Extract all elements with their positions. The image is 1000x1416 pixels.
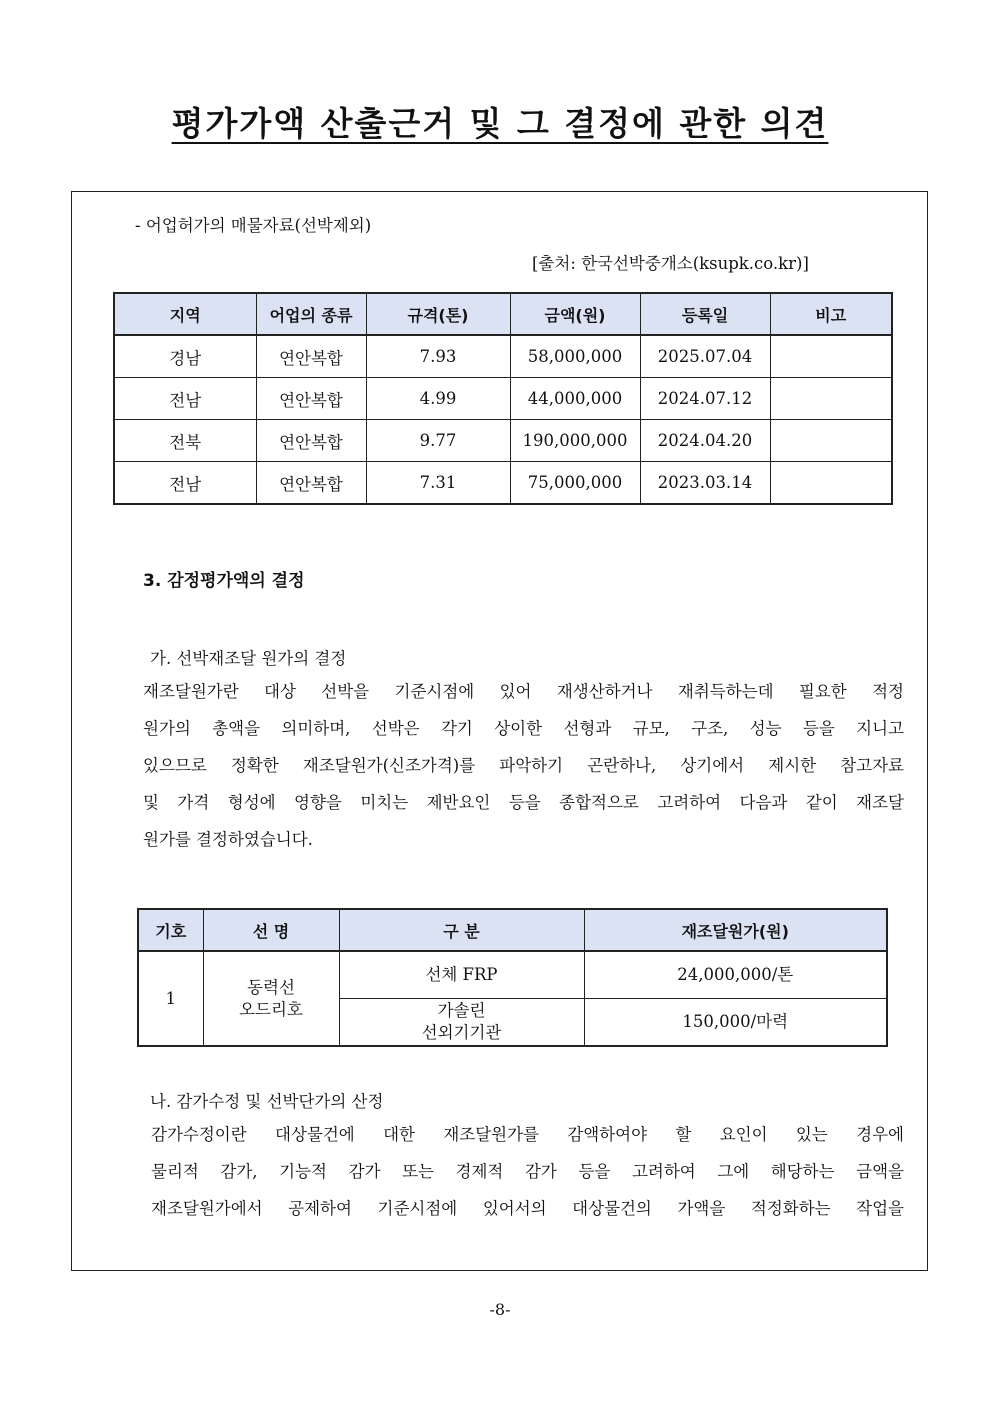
cell-tonnage: 7.31 (366, 462, 510, 505)
header-price: 금액(원) (510, 293, 640, 335)
cell-registered-date: 2025.07.04 (640, 335, 770, 378)
cell-fishery-type: 연안복합 (256, 462, 366, 505)
ship-name-line: 오드리호 (239, 999, 303, 1019)
page-title: 평가가액 산출근거 및 그 결정에 관한 의견 (171, 104, 829, 143)
header-replacement-cost: 재조달원가(원) (584, 909, 887, 951)
cell-registered-date: 2024.07.12 (640, 378, 770, 420)
cell-remarks (770, 462, 892, 505)
header-tonnage: 규격(톤) (366, 293, 510, 335)
table-header-row (114, 293, 892, 335)
ship-name-line: 동력선 (247, 977, 295, 997)
table-row (114, 462, 892, 505)
header-ship-name: 선 명 (203, 909, 339, 951)
cell-symbol: 1 (138, 951, 203, 1046)
cell-price: 44,000,000 (510, 378, 640, 420)
cell-region: 전북 (114, 420, 256, 462)
category-line: 선외기기관 (421, 1023, 502, 1042)
table-row (138, 951, 887, 999)
subsection-heading: 나. 감가수정 및 선박단가의 산정 (150, 1092, 384, 1111)
table-row (114, 378, 892, 420)
header-category: 구 분 (339, 909, 584, 951)
paragraph-line: 원가를 결정하였습니다. (143, 830, 313, 849)
cell-ship-name (203, 951, 339, 1046)
cell-tonnage: 7.93 (366, 335, 510, 378)
header-remarks: 비고 (770, 293, 892, 335)
cell-registered-date: 2023.03.14 (640, 462, 770, 505)
cell-registered-date: 2024.04.20 (640, 420, 770, 462)
cell-price: 75,000,000 (510, 462, 640, 505)
paragraph-line: 재조달원가에서 공제하여 기준시점에 있어서의 대상물건의 가액을 적정화하는 작업을 (151, 1199, 904, 1218)
header-region: 지역 (114, 293, 256, 335)
cell-remarks (770, 335, 892, 378)
paragraph-line: 재조달원가란 대상 선박을 기준시점에 있어 재생산하거나 재취득하는데 필요한 적정 (143, 682, 904, 701)
paragraph-line: 원가의 총액을 의미하며, 선박은 각기 상이한 선형과 규모, 구조, 성능 등을 지니고 (143, 719, 904, 738)
source-citation: [출처: 한국선박중개소(ksupk.co.kr)] (532, 254, 809, 273)
cell-tonnage: 9.77 (366, 420, 510, 462)
cell-cost: 24,000,000/톤 (584, 951, 887, 999)
listing-label: - 어업허가의 매물자료(선박제외) (135, 216, 372, 235)
cell-cost: 150,000/마력 (584, 999, 887, 1047)
table-row (114, 335, 892, 378)
replacement-cost-table (137, 908, 888, 1047)
category-line: 가솔린 (437, 1001, 486, 1020)
cell-price: 190,000,000 (510, 420, 640, 462)
cell-region: 전남 (114, 462, 256, 505)
paragraph-line: 및 가격 형성에 영향을 미치는 제반요인 등을 종합적으로 고려하여 다음과 같이 재조달 (143, 793, 904, 812)
cell-price: 58,000,000 (510, 335, 640, 378)
table-row (114, 420, 892, 462)
cell-category (339, 999, 584, 1047)
cell-fishery-type: 연안복합 (256, 378, 366, 420)
header-fishery-type: 어업의 종류 (256, 293, 366, 335)
header-registered-date: 등록일 (640, 293, 770, 335)
cell-category: 선체 FRP (339, 951, 584, 999)
table-header-row (138, 909, 887, 951)
cell-region: 경남 (114, 335, 256, 378)
page-number: -8- (489, 1300, 511, 1319)
cell-remarks (770, 420, 892, 462)
section-heading: 3. 감정평가액의 결정 (143, 571, 305, 591)
cell-remarks (770, 378, 892, 420)
header-symbol: 기호 (138, 909, 203, 951)
listing-table (113, 292, 893, 505)
cell-fishery-type: 연안복합 (256, 335, 366, 378)
cell-fishery-type: 연안복합 (256, 420, 366, 462)
cell-tonnage: 4.99 (366, 378, 510, 420)
paragraph-line: 물리적 감가, 기능적 감가 또는 경제적 감가 등을 고려하여 그에 해당하는 금액을 (151, 1162, 904, 1181)
cell-region: 전남 (114, 378, 256, 420)
paragraph-line: 있으므로 정확한 재조달원가(신조가격)를 파악하기 곤란하나, 상기에서 제시한 참고자료 (143, 756, 904, 775)
subsection-heading: 가. 선박재조달 원가의 결정 (150, 649, 347, 668)
paragraph-line: 감가수정이란 대상물건에 대한 재조달원가를 감액하여야 할 요인이 있는 경우에 (151, 1125, 904, 1144)
